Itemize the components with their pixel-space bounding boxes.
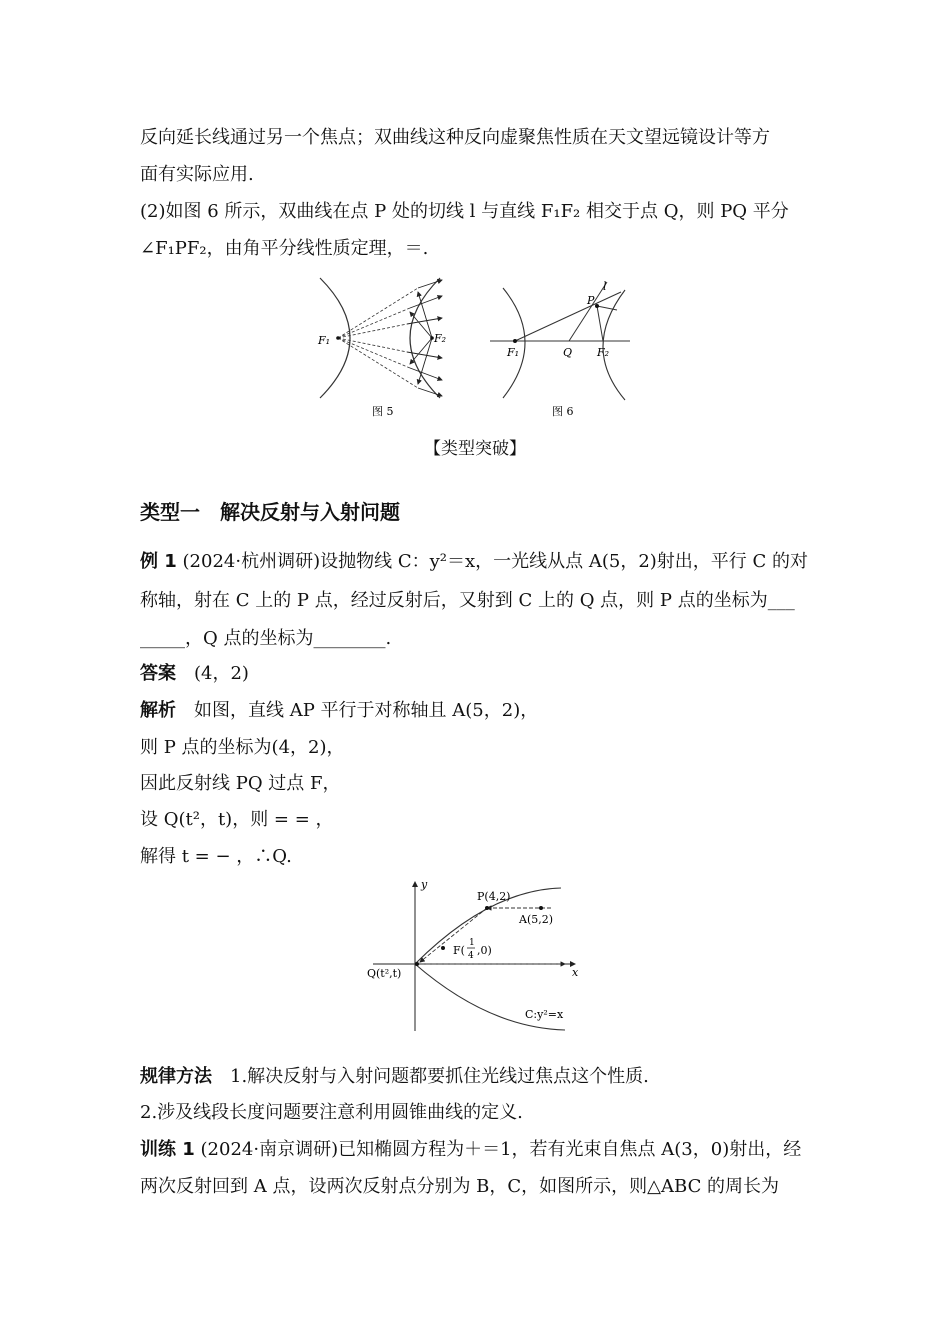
example-line [140, 550, 808, 574]
label-f2: F₂ [597, 346, 610, 359]
analysis-line [140, 699, 538, 723]
label-f-numerator: 1 [469, 938, 475, 948]
label-x: x [572, 966, 579, 979]
focus-point [513, 339, 517, 343]
label-l: l [603, 280, 607, 293]
example-text: (2024·杭州调研)设抛物线 C：y²＝x，一光线从点 A(5，2)射出，平行 C 的对 [182, 551, 809, 572]
figure-caption: 图 6 [552, 405, 574, 418]
figure-caption: 图 5 [372, 405, 394, 418]
analysis-line: 则 P 点的坐标为(4，2)， [140, 737, 345, 758]
label-f-denominator: 4 [468, 951, 474, 961]
figure-6-tangent-bisector [485, 270, 645, 425]
line-f1p [515, 292, 621, 341]
parabola-reflection-figure [365, 876, 595, 1036]
label-q: Q [563, 346, 573, 359]
focus-point [336, 336, 340, 340]
label-a: A(5,2) [519, 913, 554, 926]
method-label: 规律方法 [140, 1066, 212, 1087]
label-p: P [587, 294, 595, 307]
method-text: 1.解决反射与入射问题都要抓住光线过焦点这个性质. [230, 1066, 649, 1087]
label-f: F( [453, 944, 465, 957]
line-pf2 [597, 306, 603, 341]
example-line: _____，Q 点的坐标为________. [140, 628, 392, 649]
point-f [441, 946, 445, 950]
paragraph-line: ∠F₁PF₂，由角平分线性质定理，＝. [140, 238, 429, 259]
analysis-line: 因此反射线 PQ 过点 F， [140, 773, 341, 794]
figure-5-hyperbola-rays [310, 270, 470, 425]
training-text: (2024·南京调研)已知椭圆方程为＋＝1，若有光束自焦点 A(3，0)射出，经 [200, 1139, 802, 1160]
training-line: 两次反射回到 A 点，设两次反射点分别为 B，C，如图所示，则△ABC 的周长为 [140, 1176, 780, 1197]
paragraph-line: (2)如图 6 所示，双曲线在点 P 处的切线 l 与直线 F₁F₂ 相交于点 Q，则 PQ 平分 [140, 201, 789, 222]
training-label: 训练 1 [140, 1139, 195, 1160]
label-f1: F₁ [507, 346, 520, 359]
point-a [539, 906, 543, 910]
label-c: C:y²=x [525, 1008, 564, 1021]
method-line: 2.涉及线段长度问题要注意利用圆锥曲线的定义. [140, 1102, 523, 1123]
example-line: 称轴，射在 C 上的 P 点，经过反射后，又射到 C 上的 Q 点，则 P 点的坐标为___ [140, 590, 795, 611]
paragraph-line: 面有实际应用. [140, 164, 254, 185]
label-f1: F₁ [318, 334, 331, 347]
analysis-label: 解析 [140, 700, 176, 721]
point-p [595, 304, 599, 308]
section-banner: 【类型突破】 [424, 439, 526, 459]
point-q [415, 962, 419, 966]
answer-label: 答案 [140, 663, 176, 684]
left-branch [503, 288, 525, 398]
label-f-end: ,0) [477, 944, 492, 957]
answer-text: (4，2) [194, 663, 249, 684]
label-y: y [421, 878, 428, 891]
method-line [140, 1065, 649, 1089]
paragraph-line: 反向延长线通过另一个焦点；双曲线这种反向虚聚焦性质在天文望远镜设计等方 [140, 127, 770, 148]
point-p [485, 906, 489, 910]
example-label: 例 1 [140, 551, 177, 572]
analysis-text: 如图，直线 AP 平行于对称轴且 A(5，2)， [194, 700, 539, 721]
analysis-line: 设 Q(t²，t)，则 = = ， [140, 809, 334, 830]
label-p: P(4,2) [477, 890, 511, 903]
analysis-line: 解得 t = − ，∴Q. [140, 846, 292, 867]
label-f2: F₂ [434, 332, 447, 345]
right-branch [603, 290, 625, 400]
section-heading: 类型一 解决反射与入射问题 [140, 500, 400, 524]
training-line [140, 1138, 801, 1162]
label-q: Q(t²,t) [367, 967, 402, 980]
answer-line [140, 662, 249, 686]
